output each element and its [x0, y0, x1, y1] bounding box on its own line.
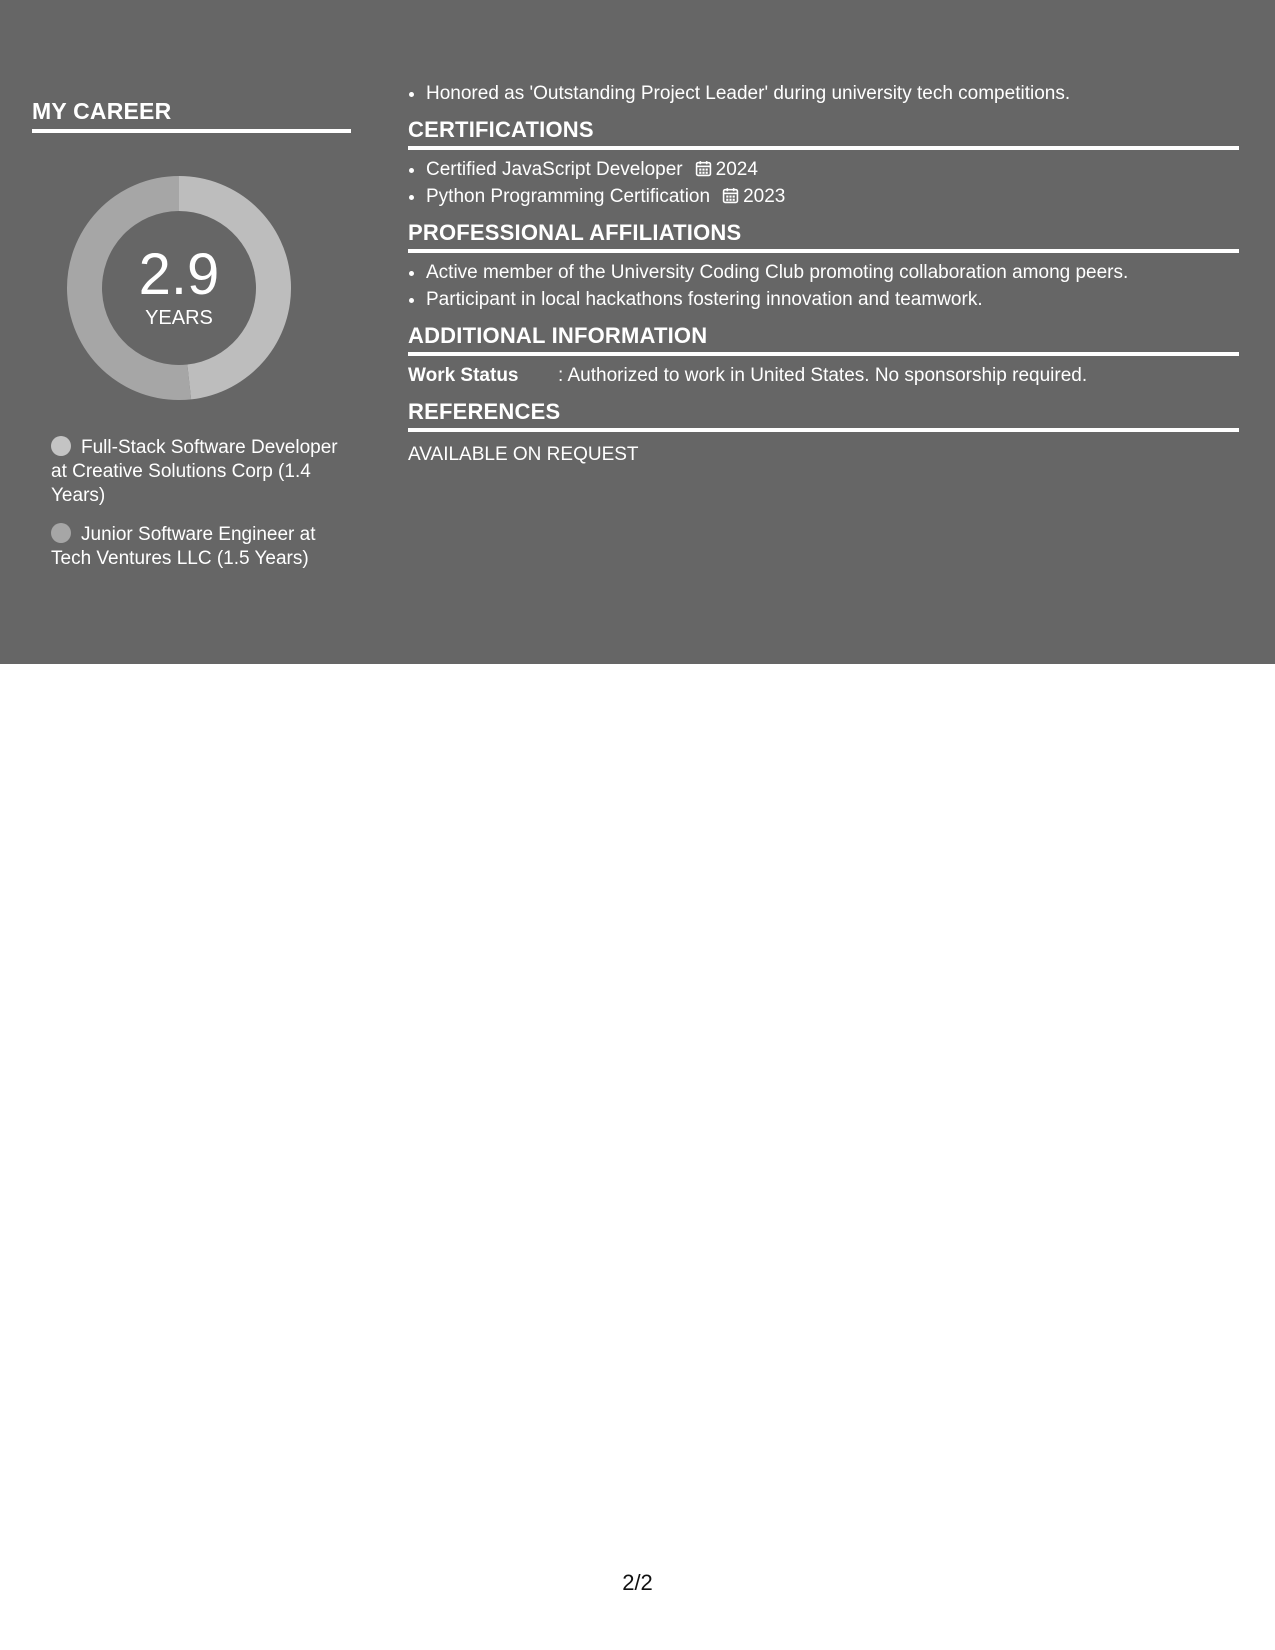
career-total-unit: YEARS	[145, 307, 213, 329]
career-total	[67, 176, 291, 400]
references-text: AVAILABLE ON REQUEST	[408, 444, 639, 465]
additional-info-heading: ADDITIONAL INFORMATION	[408, 323, 1239, 356]
career-column	[32, 98, 351, 569]
calendar-icon	[722, 187, 739, 204]
resume-panel	[0, 0, 1275, 664]
page-number: 2/2	[622, 1570, 653, 1595]
affiliations-list	[408, 259, 1239, 313]
career-legend-item	[51, 436, 341, 508]
certification-year	[695, 159, 758, 180]
affiliation-item: • Participant in local hackathons fostering innovation and teamwork.	[426, 286, 1239, 313]
references-heading: REFERENCES	[408, 399, 1239, 432]
legend-dot-icon	[51, 523, 71, 543]
awards-list	[408, 80, 1239, 107]
details-column	[408, 80, 1239, 468]
certifications-heading: CERTIFICATIONS	[408, 117, 1239, 150]
career-legend-item	[51, 523, 341, 571]
work-status-label: Work Status	[408, 365, 519, 386]
certification-item	[426, 156, 1239, 183]
career-legend	[51, 436, 341, 586]
certifications-list	[408, 156, 1239, 210]
work-status-row	[408, 362, 1239, 389]
certification-name: Python Programming Certification	[426, 186, 711, 207]
legend-dot-icon	[51, 436, 71, 456]
certification-item	[426, 183, 1239, 210]
career-legend-label: Junior Software Engineer at Tech Ventures LLC (1.5 Years)	[51, 524, 316, 569]
award-item: • Honored as 'Outstanding Project Leader' during university tech competitions.	[426, 80, 1239, 107]
affiliation-item: • Active member of the University Coding Club promoting collaboration among peers.	[426, 259, 1239, 286]
certification-year	[722, 186, 785, 207]
certification-name: Certified JavaScript Developer	[426, 159, 683, 180]
career-heading: MY CAREER	[32, 98, 351, 133]
career-legend-label: Full-Stack Software Developer at Creative Solutions Corp (1.4 Years)	[51, 437, 338, 506]
work-status-value: : Authorized to work in United States. No sponsorship required.	[558, 365, 1088, 386]
career-total-value: 2.9	[138, 242, 220, 307]
affiliations-heading: PROFESSIONAL AFFILIATIONS	[408, 220, 1239, 253]
calendar-icon	[695, 160, 712, 177]
certification-year-text: 2024	[715, 159, 758, 180]
certification-year-text: 2023	[743, 186, 786, 207]
